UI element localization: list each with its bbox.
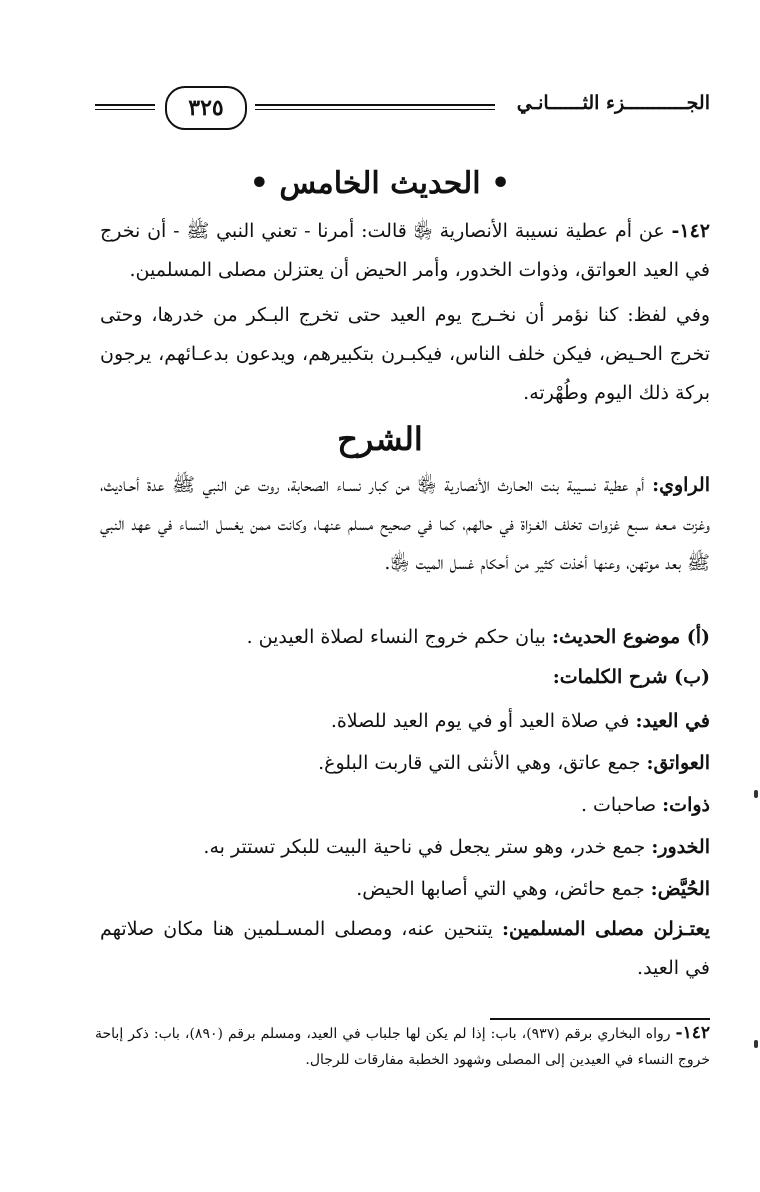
word-term: ذوات: xyxy=(662,794,710,816)
word-entry xyxy=(100,748,710,778)
words-label: (ب) شرح الكلمات: xyxy=(552,666,710,688)
footnote-text: رواه البخاري برقم (٩٣٧)، باب: إذا لم يكن لها جلباب في العيد، ومسلم برقم (٨٩٠)، باب: ذكر إباحة خروج النساء في العيدين إلى المصلى وشهود الخطبة مفارقات للرجال. xyxy=(95,1026,710,1068)
running-title: الجـــــــــــزء الثــــــانـي xyxy=(516,92,710,114)
last-word-entry xyxy=(100,910,710,988)
word-term: في العيد: xyxy=(635,710,710,732)
scan-mark xyxy=(754,790,758,798)
hadith-body: عن أم عطية نسيبة الأنصارية ﵂ قالت: أمرنا - تعني النبي ﷺ - أن نخرج في العيد العواتق، وذوات الخدور، وأمر الحيض أن يعتزلن مصلى المسلمين. xyxy=(100,220,710,281)
header-rule-left xyxy=(95,104,155,110)
scan-mark xyxy=(754,1040,758,1048)
hadith-number: ١٤٢- xyxy=(671,220,710,242)
word-term: العواتق: xyxy=(646,752,710,774)
word-meaning: في صلاة العيد أو في يوم العيد للصلاة. xyxy=(330,710,630,732)
footnote xyxy=(95,1020,710,1073)
word-entry xyxy=(100,832,710,862)
word-meaning: يتنحين عنه، ومصلى المسـلمين هنا مكان صلاتهم في العيد. xyxy=(100,918,710,979)
hadith-title: • الحديث الخامس • xyxy=(249,166,511,201)
word-meaning: صاحبات . xyxy=(580,794,657,816)
word-term: الحُيَّض: xyxy=(650,878,710,900)
narrator-label: الراوي: xyxy=(652,474,710,496)
topic-text: بيان حكم خروج النساء لصلاة العيدين . xyxy=(246,626,546,648)
topic-label: (أ) موضوع الحديث: xyxy=(551,626,710,648)
word-meaning: جمع عاتق، وهي الأنثى التي قاربت البلوغ. xyxy=(318,752,641,774)
word-term: الخدور: xyxy=(651,836,710,858)
hadith-variant: وفي لفظ: كنا نؤمر أن نخـرج يوم العيد حتى تخرج البـكر من خدرها، وحتى تخرج الحـيض، فيكن خلف الناس، فيكبـرن بتكبيرهم، ويدعون بدعـائهم، يرجون بركة ذلك اليوم وطُهْرته. xyxy=(100,304,710,404)
word-entry xyxy=(100,790,710,820)
word-entry xyxy=(100,874,710,904)
narrator-paragraph xyxy=(100,466,710,583)
hadith-text xyxy=(100,212,710,290)
header-rule-right xyxy=(255,104,495,110)
narrator-text: أم عطية نسـيبة بنت الحـارث الأنصارية ﵂ من كبار نسـاء الصحابة، روت عن النبي ﷺ عدة أحـاديث، وغزت مـعه سـبع غزوات تخلف الغـزاة في حالهم، كما في صحيح مسلم عنهـا، وكانت ممن يغسل النساء في عهد النبي ﷺ بعد موتهن، وعنها أخذت كثير من أحكام غسل الميت ﵂. xyxy=(100,474,710,574)
word-meaning: جمع حائض، وهي التي أصابها الحيض. xyxy=(356,878,645,900)
word-term: يعتـزلن مصلى المسلمين: xyxy=(502,918,710,940)
sharh-title: الشرح xyxy=(337,420,423,458)
footnote-number: ١٤٢- xyxy=(675,1023,710,1043)
topic-line xyxy=(100,622,710,652)
word-entry xyxy=(100,706,710,736)
page-header xyxy=(95,86,710,134)
page-number: ٣٢٥ xyxy=(165,86,247,130)
word-meaning: جمع خدر، وهو ستر يجعل في ناحية البيت للبكر تستتر به. xyxy=(203,836,646,858)
